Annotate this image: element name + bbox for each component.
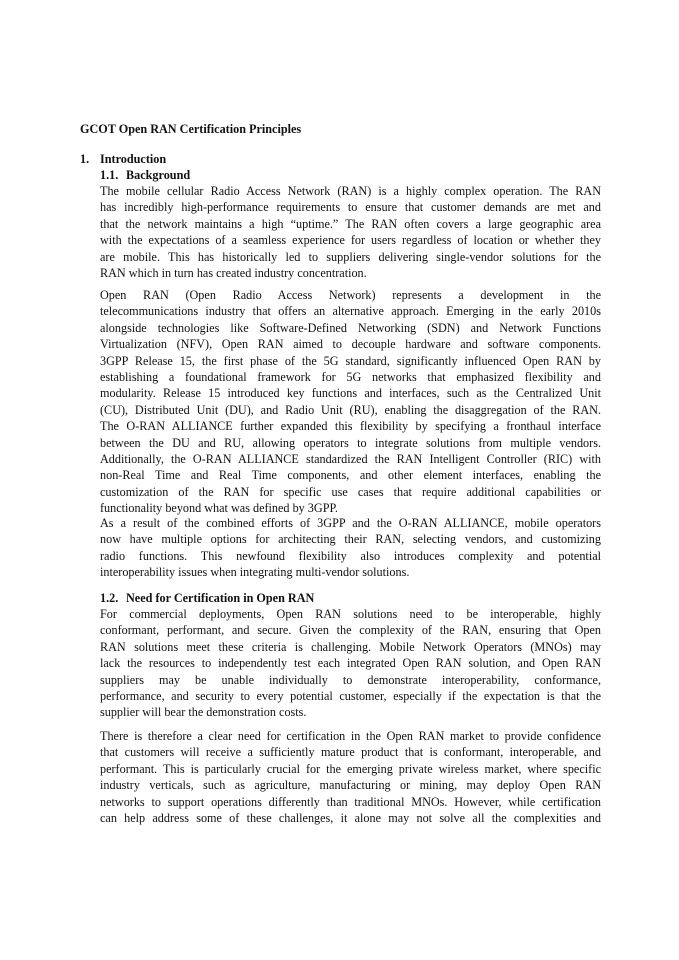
text-line: interoperability issues when integrating multi-vendor solutions. bbox=[100, 565, 410, 580]
text-line: RAN which in turn has created industry concentration. bbox=[100, 265, 367, 280]
text-line: modularity. Release 15 introduced key functions and interfaces, such as the Centralized Unit bbox=[100, 386, 601, 401]
text-line: Additionally, the O-RAN ALLIANCE standardized the RAN Intelligent Controller (RIC) with bbox=[100, 451, 601, 466]
subsection-title: Background bbox=[126, 168, 191, 182]
section-heading-introduction bbox=[80, 151, 166, 167]
text-line: that the network maintains a high “uptime.” The RAN often covers a large geographic area bbox=[100, 216, 601, 231]
text-line: between the DU and RU, allowing operators to integrate solutions from multiple vendors. bbox=[100, 435, 601, 450]
text-line: that customers will receive a sufficiently mature product that is conformant, interoperable, and bbox=[100, 745, 601, 760]
section-title: Introduction bbox=[100, 152, 167, 166]
text-line: networks to support operations differently than traditional MNOs. However, while certification bbox=[100, 794, 601, 809]
text-line: For commercial deployments, Open RAN solutions need to be interoperable, highly bbox=[100, 607, 601, 621]
text-line: performance, and security to every potential customer, especially if the expectation is that the bbox=[100, 688, 601, 703]
paragraph-certification-need bbox=[100, 728, 601, 826]
text-line: can help address some of these challenges, it alone may not solve all the complexities and bbox=[100, 810, 601, 825]
text-line: 3GPP Release 15, the first phase of the 5G standard, significantly influenced Open RAN by bbox=[100, 353, 601, 368]
text-line: The O-RAN ALLIANCE further expanded this flexibility by specifying a fronthaul interface bbox=[100, 419, 601, 434]
paragraph-combined-efforts bbox=[100, 515, 601, 581]
text-line: lack the resources to independently test each integrated Open RAN solution, and Open RAN bbox=[100, 656, 601, 671]
text-line: customization of the RAN for specific use cases that require additional capabilities or bbox=[100, 484, 601, 499]
text-line: telecommunications industry that offers an alternative approach. Emerging in the early 2010s bbox=[100, 304, 601, 319]
paragraph-open-ran-history bbox=[100, 287, 601, 516]
text-line: industry verticals, such as agriculture, manufacturing or mining, may deploy Open RAN bbox=[100, 778, 601, 793]
text-line: (CU), Distributed Unit (DU), and Radio Unit (RU), enabling the disaggregation of the RAN. bbox=[100, 402, 601, 417]
subsection-number: 1.2. bbox=[100, 591, 119, 605]
text-line: establishing a foundational framework for 5G networks that emphasized flexibility and bbox=[100, 369, 601, 384]
text-line: supplier will bear the demonstration costs. bbox=[100, 705, 307, 720]
section-number: 1. bbox=[80, 152, 90, 166]
text-line: alongside technologies like Software-Defined Networking (SDN) and Network Functions bbox=[100, 320, 601, 335]
text-line: are mobile. This has historically led to suppliers delivering single-vendor solutions for the bbox=[100, 249, 601, 264]
subheading-need-for-certification bbox=[100, 590, 314, 606]
text-line: As a result of the combined efforts of 3GPP and the O-RAN ALLIANCE, mobile operators bbox=[100, 516, 601, 530]
text-line: suppliers may be unable individually to demonstrate interoperability, conformance, bbox=[100, 672, 601, 687]
paragraph-commercial-deployments bbox=[100, 606, 601, 721]
text-line: with the expectations of a seamless experience for users regardless of location or whether they bbox=[100, 233, 601, 248]
document-title: GCOT Open RAN Certification Principles bbox=[80, 122, 302, 136]
text-line: performant. This is particularly crucial for the emerging private wireless market, where specific bbox=[100, 761, 601, 776]
text-line: Virtualization (NFV), Open RAN aimed to decouple hardware and software components. bbox=[100, 337, 601, 352]
paragraph-ran-overview bbox=[100, 183, 601, 281]
text-line: There is therefore a clear need for certification in the Open RAN market to provide confidence bbox=[100, 729, 601, 743]
text-line: RAN solutions meet these criteria is challenging. Mobile Network Operators (MNOs) may bbox=[100, 639, 601, 654]
text-line: The mobile cellular Radio Access Network (RAN) is a highly complex operation. The RAN bbox=[100, 184, 601, 198]
text-line: functionality beyond what was defined by 3GPP. bbox=[100, 501, 338, 516]
text-line: conformant, performant, and secure. Given the complexity of the RAN, ensuring that Open bbox=[100, 623, 601, 638]
text-line: Open RAN (Open Radio Access Network) represents a development in the bbox=[100, 288, 601, 302]
text-line: non-Real Time and Real Time components, and other element interfaces, enabling the bbox=[100, 468, 601, 483]
text-line: now have multiple options for architecting their RAN, selecting vendors, and customizing bbox=[100, 532, 601, 547]
subsection-title: Need for Certification in Open RAN bbox=[126, 591, 315, 605]
subheading-background bbox=[100, 167, 190, 183]
text-line: has incredibly high-performance requirements to ensure that customer demands are met and bbox=[100, 200, 601, 215]
text-line: radio functions. This newfound flexibility also introduces complexity and potential bbox=[100, 548, 601, 563]
subsection-number: 1.1. bbox=[100, 168, 119, 182]
